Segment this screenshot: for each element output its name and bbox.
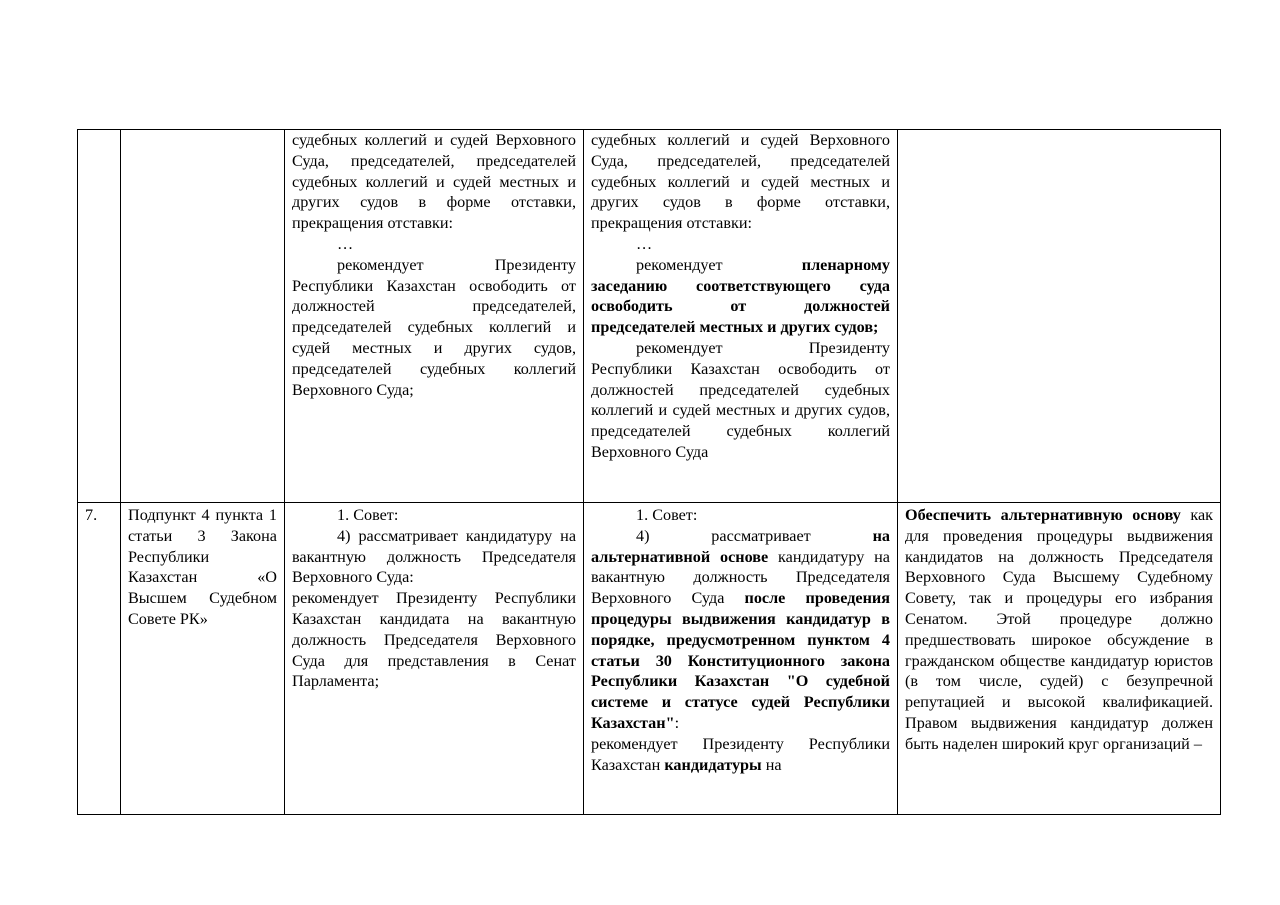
subject-cell: Подпункт 4 пункта 1 статьи 3 Закона Республики Казахстан «О Высшем Судебном Совете РК» [121,503,285,815]
comparison-table [77,129,1221,815]
text-run: … [337,234,354,253]
current-text-cell [285,130,584,503]
paragraph [591,338,890,463]
text-run: 4) рассматривает [636,526,873,545]
text-run: судебных коллегий и судей Верховного Суда, председателей, председателей судебных коллегий и судей местных и других судов в форме отставки, прекращения отставки: [292,131,576,233]
current-text-cell [285,503,584,815]
bold-text-run: Обеспечить альтернативную основу [905,506,1181,524]
text-run: рекомендует [636,255,802,274]
paragraph [591,234,890,255]
text-run: рекомендует Президенту Республики Казахстан освободить от должностей председателей, председателей судебных коллегий и судей местных и других судов, председателей судебных коллегий Верховного Суда; [292,255,576,399]
text-run: как для проведения процедуры выдвижения кандидатов на должность Председателя Верховного Суда Высшему Судебному Совету, так и процедуры его избрания Сенатом. Этой процедуре должно предшествовать широкое обсуждение в гражданском обществе кандидатур юристов (в том числе, судей) с безупречной репутацией и высокой квалификацией. Правом выдвижения кандидатур должен быть наделен широкий круг организаций – [905,506,1214,753]
rationale-cell [898,130,1221,503]
text-run: кандидатуру на вакантную должность Председателя Верховного Суда [591,547,890,608]
row-number [78,130,121,503]
proposed-text-cell [584,503,898,815]
bold-text-run: пленарному заседанию соответствующего суда освободить от должностей председателей местных и других судов; [591,255,890,337]
bold-text-run: после проведения процедуры выдвижения кандидатур в порядке, предусмотренном пунктом 4 статьи 30 Конституционного закона Республики Казахстан "О судебной системе и статусе судей Республики Казахстан" [591,589,891,732]
bold-text-run: на альтернативной основе [591,526,890,566]
paragraph [292,234,576,255]
text-run: 4) рассматривает кандидатуру на вакантную должность Председателя Верховного Суда: [292,526,576,587]
text-run: рекомендует Президенту Республики Казахстан [591,734,890,774]
text-run: 1. Совет: [636,506,698,524]
row-number: 7. [78,503,121,815]
rationale-cell [898,503,1221,815]
text-run: … [636,234,653,253]
text-run: : [674,713,680,732]
paragraph [905,505,1213,755]
proposed-text-cell [584,130,898,503]
paragraph [591,526,890,734]
table-row [78,503,1221,815]
paragraph [292,130,576,234]
bold-text-run: кандидатуры [664,755,762,774]
text-run: судебных коллегий и судей Верховного Суда, председателей, председателей судебных коллегий и судей местных и других судов в форме отставки, прекращения отставки: [591,131,890,233]
paragraph [591,505,890,526]
paragraph [591,130,890,234]
paragraph [292,588,576,692]
table-row [78,130,1221,503]
subject-cell [121,130,285,503]
paragraph [591,734,890,776]
text-run: на [761,755,782,774]
paragraph [292,255,576,401]
text-run: 1. Совет: [337,506,399,524]
text-run: рекомендует Президенту Республики Казахстан кандидата на вакантную должность Председателя Верховного Суда для представления в Сенат Парламента; [292,589,576,691]
paragraph [591,255,890,338]
text-run: рекомендует Президенту Республики Казахстан освободить от должностей председателей судебных коллегий и судей местных и других судов, председателей судебных коллегий Верховного Суда [591,338,890,461]
paragraph [292,526,576,588]
paragraph [292,505,576,526]
